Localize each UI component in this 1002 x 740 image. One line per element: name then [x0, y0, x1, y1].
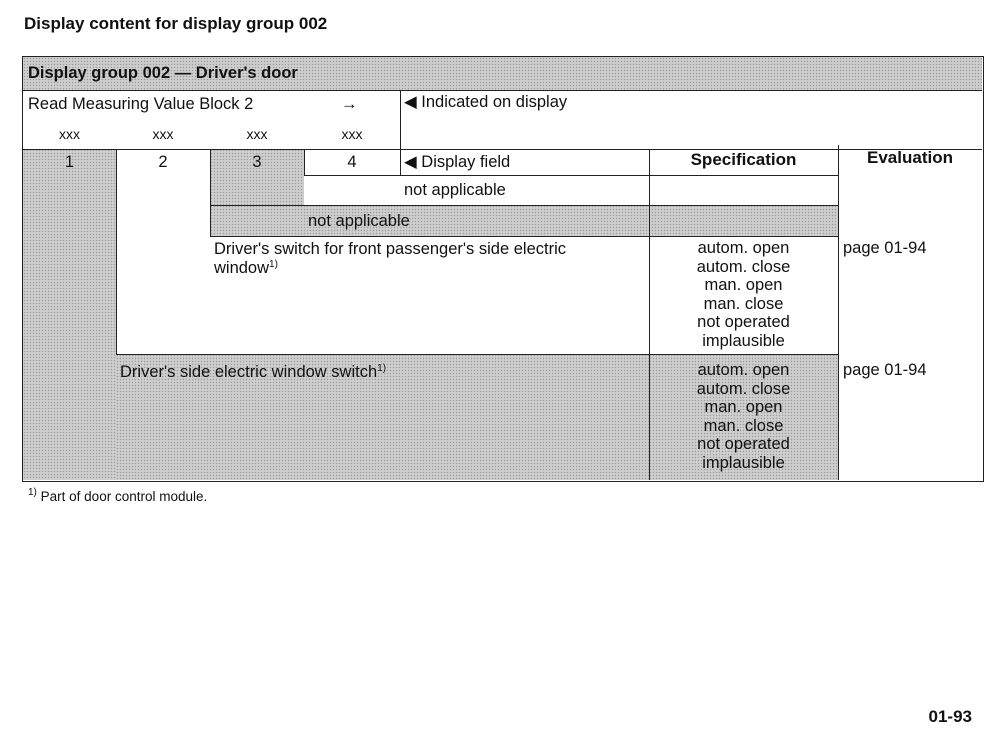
display-field-label: ◀ Display field	[404, 153, 511, 171]
arrow-right-icon: →	[341, 95, 358, 113]
field4-description: not applicable	[404, 181, 506, 199]
footnote-mark: 1)	[377, 363, 387, 374]
page-number: 01-93	[928, 707, 972, 726]
field1-column-shade	[23, 149, 116, 480]
spec-item: autom. open	[697, 361, 790, 379]
field2-spec-list	[649, 239, 838, 351]
footnote-mark: 1)	[269, 259, 278, 270]
page-heading: Display content for display group 002	[24, 14, 328, 33]
field2-description-line2: window$^{1)}$	[214, 259, 278, 277]
spec-item: man. close	[703, 294, 784, 313]
placeholder-4: xxx	[341, 126, 363, 142]
field-number-2: 2	[158, 153, 168, 171]
display-group-table	[22, 56, 984, 482]
placeholder-3: xxx	[246, 126, 268, 142]
spec-item: man. close	[703, 416, 784, 435]
field3-description: not applicable	[308, 212, 410, 230]
placeholder-1: xxx	[59, 126, 80, 142]
footnote: $^{1)}$ Part of door control module.	[28, 487, 208, 504]
indicated-on-display: ◀ Indicated on display	[404, 93, 568, 111]
spec-item: autom. open	[697, 239, 790, 257]
spec-item: autom. close	[696, 379, 791, 398]
field1-evaluation: page 01-94	[843, 361, 927, 379]
spec-item: implausible	[702, 331, 785, 350]
spec-item: not operated	[697, 313, 790, 332]
spec-item: implausible	[702, 453, 785, 472]
read-block-label: Read Measuring Value Block 2	[28, 95, 254, 113]
field-number-3: 3	[252, 153, 262, 171]
field2-description-line1: Driver's switch for front passenger's side electric	[214, 240, 567, 258]
field-number-1: 1	[64, 153, 75, 171]
spec-item: not operated	[697, 435, 790, 454]
footnote-mark: 1)	[28, 487, 37, 498]
spec-header: Specification	[690, 150, 797, 169]
spec-item: autom. close	[696, 257, 791, 276]
eval-header: Evaluation	[867, 148, 953, 167]
field3-row-shade	[210, 205, 838, 236]
field-number-4: 4	[347, 153, 357, 171]
field1-spec-list	[649, 361, 838, 473]
table-title: Display group 002 — Driver's door	[28, 64, 298, 82]
field2-evaluation: page 01-94	[843, 239, 927, 257]
placeholder-2: xxx	[152, 126, 174, 142]
field1-description: Driver's side electric window switch$^{1)}$	[120, 363, 387, 381]
spec-item: man. open	[704, 276, 783, 295]
spec-item: man. open	[704, 398, 783, 417]
